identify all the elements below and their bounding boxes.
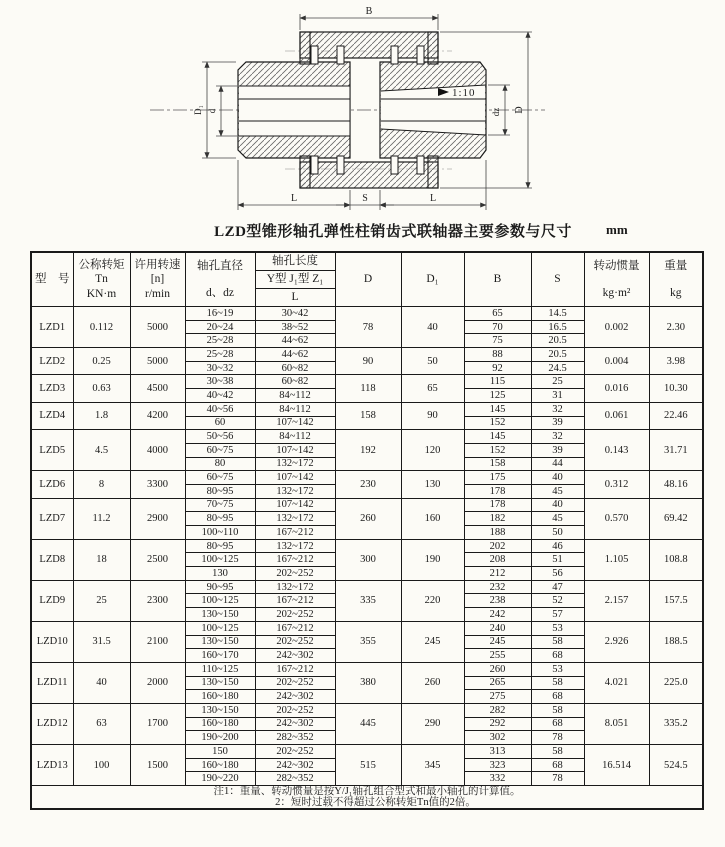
- bore-diameter-cell: 130~150: [185, 703, 255, 717]
- dim-D1-cell: 50: [401, 348, 464, 375]
- model-cell: LZD11: [31, 662, 73, 703]
- model-cell: LZD8: [31, 539, 73, 580]
- table-row: [31, 471, 703, 485]
- dim-D1-cell: 90: [401, 402, 464, 429]
- header-speed: [130, 252, 185, 307]
- dim-S-cell: 50: [531, 526, 584, 540]
- parameters-table: [30, 251, 704, 810]
- dim-S-cell: 24.5: [531, 361, 584, 375]
- bore-length-cell: 202~252: [255, 676, 335, 690]
- bore-length-cell: 132~172: [255, 539, 335, 553]
- dim-D1-cell: 160: [401, 498, 464, 539]
- bore-length-cell: 242~302: [255, 649, 335, 663]
- dim-B-cell: 275: [464, 690, 531, 704]
- dim-S-cell: 58: [531, 635, 584, 649]
- table-body: [31, 307, 703, 810]
- inertia-cell: 0.312: [584, 471, 649, 498]
- header-torque-line2: Tn: [95, 273, 108, 286]
- dim-B-cell: 65: [464, 307, 531, 321]
- weight-cell: 335.2: [649, 703, 703, 744]
- left-hub-bore: [239, 86, 350, 136]
- dim-B-cell: 208: [464, 553, 531, 567]
- bore-length-cell: 132~172: [255, 457, 335, 471]
- dim-D1-cell: 260: [401, 662, 464, 703]
- dim-D1-cell: 220: [401, 580, 464, 621]
- header-D: D: [335, 252, 401, 307]
- dim-B-cell: 260: [464, 662, 531, 676]
- bore-length-cell: 167~212: [255, 553, 335, 567]
- dim-S-cell: 32: [531, 430, 584, 444]
- bore-diameter-cell: 80~95: [185, 539, 255, 553]
- bore-diameter-cell: 30~32: [185, 361, 255, 375]
- bore-diameter-cell: 30~38: [185, 375, 255, 389]
- bore-length-cell: 84~112: [255, 389, 335, 403]
- dim-S-cell: 20.5: [531, 348, 584, 362]
- drawing-area: [0, 2, 725, 216]
- inertia-cell: 0.016: [584, 375, 649, 402]
- dim-D-cell: 78: [335, 307, 401, 348]
- dim-label-D1: D₁: [193, 105, 203, 115]
- dim-label-B: B: [365, 6, 373, 17]
- model-cell: LZD5: [31, 430, 73, 471]
- header-model: 型 号: [31, 252, 73, 307]
- weight-cell: 48.16: [649, 471, 703, 498]
- notes-cell: [31, 786, 703, 810]
- table-row: [31, 539, 703, 553]
- bore-length-cell: 107~142: [255, 471, 335, 485]
- model-cell: LZD13: [31, 745, 73, 786]
- torque-cell: 0.25: [73, 348, 130, 375]
- speed-cell: 3300: [130, 471, 185, 498]
- dim-S-cell: 16.5: [531, 320, 584, 334]
- header-bore-length-title: 轴孔长度: [256, 253, 335, 271]
- speed-cell: 2000: [130, 662, 185, 703]
- bore-length-cell: 132~172: [255, 484, 335, 498]
- dim-B-cell: 125: [464, 389, 531, 403]
- torque-cell: 100: [73, 745, 130, 786]
- dim-S-cell: 47: [531, 580, 584, 594]
- table-row: [31, 745, 703, 759]
- bore-diameter-cell: 150: [185, 745, 255, 759]
- dim-B-cell: 332: [464, 772, 531, 786]
- dim-S-cell: 39: [531, 416, 584, 430]
- weight-cell: 2.30: [649, 307, 703, 348]
- dim-B-cell: 145: [464, 402, 531, 416]
- dim-D-cell: 300: [335, 539, 401, 580]
- speed-cell: 5000: [130, 307, 185, 348]
- inertia-cell: 0.570: [584, 498, 649, 539]
- dim-D-cell: 230: [335, 471, 401, 498]
- bore-length-cell: 242~302: [255, 690, 335, 704]
- dim-B-cell: 313: [464, 745, 531, 759]
- dim-S-cell: 40: [531, 498, 584, 512]
- bore-diameter-cell: 100~125: [185, 594, 255, 608]
- dim-B-cell: 115: [464, 375, 531, 389]
- bore-diameter-cell: 80~95: [185, 512, 255, 526]
- table-row: [31, 430, 703, 444]
- bore-length-cell: 167~212: [255, 621, 335, 635]
- model-cell: LZD2: [31, 348, 73, 375]
- weight-cell: 69.42: [649, 498, 703, 539]
- weight-cell: 524.5: [649, 745, 703, 786]
- bore-diameter-cell: 60~75: [185, 471, 255, 485]
- model-cell: LZD6: [31, 471, 73, 498]
- dim-S-cell: 20.5: [531, 334, 584, 348]
- unit-label: mm: [606, 222, 628, 237]
- bore-length-cell: 167~212: [255, 526, 335, 540]
- header-bore-length: [255, 252, 335, 307]
- note-line-1: 注1：重量、转动惯量是按Y/J₁轴孔组合型式和最小轴孔的计算值。: [213, 786, 521, 798]
- bore-length-cell: 202~252: [255, 567, 335, 581]
- dim-D1-cell: 120: [401, 430, 464, 471]
- dim-S-cell: 14.5: [531, 307, 584, 321]
- bore-diameter-cell: 100~125: [185, 621, 255, 635]
- bore-diameter-cell: 100~110: [185, 526, 255, 540]
- header-B: B: [464, 252, 531, 307]
- bore-diameter-cell: 160~180: [185, 717, 255, 731]
- weight-cell: 10.30: [649, 375, 703, 402]
- model-cell: LZD10: [31, 621, 73, 662]
- dim-B-cell: 255: [464, 649, 531, 663]
- bore-diameter-cell: 50~56: [185, 430, 255, 444]
- dim-B-cell: 282: [464, 703, 531, 717]
- model-cell: LZD1: [31, 307, 73, 348]
- dim-B-cell: 232: [464, 580, 531, 594]
- sleeve-top-left-flange: [300, 32, 310, 64]
- dim-S-cell: 45: [531, 512, 584, 526]
- torque-cell: 8: [73, 471, 130, 498]
- table-row: [31, 348, 703, 362]
- table-row: [31, 498, 703, 512]
- weight-cell: 22.46: [649, 402, 703, 429]
- dim-label-d: d: [207, 108, 217, 114]
- bore-diameter-cell: 130~150: [185, 635, 255, 649]
- dim-B-cell: 302: [464, 731, 531, 745]
- dim-B-cell: 188: [464, 526, 531, 540]
- speed-cell: 2900: [130, 498, 185, 539]
- inertia-cell: 0.004: [584, 348, 649, 375]
- inertia-cell: 2.926: [584, 621, 649, 662]
- torque-cell: 0.112: [73, 307, 130, 348]
- dim-B-cell: 75: [464, 334, 531, 348]
- dim-D1-cell: 290: [401, 703, 464, 744]
- dim-B-cell: 238: [464, 594, 531, 608]
- bore-diameter-cell: 40~56: [185, 402, 255, 416]
- dim-S-cell: 39: [531, 443, 584, 457]
- bore-length-cell: 107~142: [255, 443, 335, 457]
- header-torque-line1: 公称转矩: [78, 258, 125, 271]
- header-speed-line1: 许用转速: [134, 258, 181, 271]
- dim-S-cell: 31: [531, 389, 584, 403]
- dim-D-cell: 260: [335, 498, 401, 539]
- bore-length-cell: 84~112: [255, 430, 335, 444]
- dim-S-cell: 68: [531, 649, 584, 663]
- header-bore-diameter-symbols: d、dz: [205, 286, 235, 299]
- header-inertia-title: 转动惯量: [593, 260, 640, 273]
- bore-length-cell: 60~82: [255, 361, 335, 375]
- dim-D-cell: 380: [335, 662, 401, 703]
- weight-cell: 31.71: [649, 430, 703, 471]
- table-row: [31, 662, 703, 676]
- header-bore-length-types: Y型 J₁型 Z₁: [256, 271, 335, 289]
- dim-B-cell: 152: [464, 416, 531, 430]
- dim-S-cell: 40: [531, 471, 584, 485]
- bore-diameter-cell: 130~150: [185, 608, 255, 622]
- bore-diameter-cell: 190~200: [185, 731, 255, 745]
- bore-diameter-cell: 80~95: [185, 484, 255, 498]
- page-title: LZD型锥形轴孔弹性柱销齿式联轴器主要参数与尺寸: [214, 224, 572, 240]
- bore-length-cell: 167~212: [255, 594, 335, 608]
- bore-length-cell: 282~352: [255, 772, 335, 786]
- inertia-cell: 4.021: [584, 662, 649, 703]
- dim-D1-cell: 245: [401, 621, 464, 662]
- dim-D-cell: 335: [335, 580, 401, 621]
- table-row: [31, 307, 703, 321]
- dim-B-cell: 88: [464, 348, 531, 362]
- weight-cell: 225.0: [649, 662, 703, 703]
- dim-S-cell: 52: [531, 594, 584, 608]
- dim-D-cell: 158: [335, 402, 401, 429]
- torque-cell: 11.2: [73, 498, 130, 539]
- taper-label: 1:10: [452, 87, 476, 99]
- bore-length-cell: 242~302: [255, 758, 335, 772]
- dim-B-cell: 178: [464, 484, 531, 498]
- bore-length-cell: 242~302: [255, 717, 335, 731]
- torque-cell: 63: [73, 703, 130, 744]
- notes-row: [31, 786, 703, 810]
- dim-S-cell: 68: [531, 717, 584, 731]
- torque-cell: 4.5: [73, 430, 130, 471]
- dim-D-cell: 192: [335, 430, 401, 471]
- dim-D1-cell: 345: [401, 745, 464, 786]
- inertia-cell: 16.514: [584, 745, 649, 786]
- sleeve-bottom-right-flange: [428, 156, 438, 188]
- inertia-cell: 8.051: [584, 703, 649, 744]
- bore-diameter-cell: 190~220: [185, 772, 255, 786]
- inertia-cell: 0.061: [584, 402, 649, 429]
- torque-cell: 31.5: [73, 621, 130, 662]
- header-bore-diameter-title: 轴孔直径: [197, 260, 243, 273]
- torque-cell: 25: [73, 580, 130, 621]
- dim-D1-cell: 190: [401, 539, 464, 580]
- bore-diameter-cell: 70~75: [185, 498, 255, 512]
- title-row: [0, 220, 725, 246]
- header-inertia: [584, 252, 649, 307]
- table-row: [31, 580, 703, 594]
- dim-D-cell: 355: [335, 621, 401, 662]
- speed-cell: 4200: [130, 402, 185, 429]
- bore-length-cell: 44~62: [255, 348, 335, 362]
- bore-diameter-cell: 25~28: [185, 334, 255, 348]
- dim-B-cell: 240: [464, 621, 531, 635]
- dim-B-cell: 323: [464, 758, 531, 772]
- bore-length-cell: 44~62: [255, 334, 335, 348]
- weight-cell: 108.8: [649, 539, 703, 580]
- dim-S-cell: 53: [531, 662, 584, 676]
- dim-B-cell: 70: [464, 320, 531, 334]
- dim-label-S: S: [362, 193, 368, 204]
- bore-length-cell: 132~172: [255, 580, 335, 594]
- table-header-row: [31, 252, 703, 307]
- speed-cell: 5000: [130, 348, 185, 375]
- bore-diameter-cell: 160~180: [185, 758, 255, 772]
- table-row: [31, 375, 703, 389]
- torque-cell: 1.8: [73, 402, 130, 429]
- bore-diameter-cell: 25~28: [185, 348, 255, 362]
- header-bore-diameter: [185, 252, 255, 307]
- inertia-cell: 1.105: [584, 539, 649, 580]
- dim-D-cell: 445: [335, 703, 401, 744]
- dim-B-cell: 175: [464, 471, 531, 485]
- table-row: [31, 402, 703, 416]
- model-cell: LZD9: [31, 580, 73, 621]
- dim-label-L-right: L: [429, 193, 437, 204]
- bore-length-cell: 167~212: [255, 662, 335, 676]
- speed-cell: 1700: [130, 703, 185, 744]
- dim-S-cell: 44: [531, 457, 584, 471]
- bore-diameter-cell: 80: [185, 457, 255, 471]
- dim-D-cell: 515: [335, 745, 401, 786]
- header-torque: [73, 252, 130, 307]
- dim-label-D: D: [514, 106, 525, 114]
- weight-cell: 188.5: [649, 621, 703, 662]
- dim-S-cell: 68: [531, 690, 584, 704]
- dim-B-cell: 212: [464, 567, 531, 581]
- dim-B-cell: 265: [464, 676, 531, 690]
- dim-S-cell: 45: [531, 484, 584, 498]
- sleeve-bottom-left-flange: [300, 156, 310, 188]
- model-cell: LZD3: [31, 375, 73, 402]
- dim-S-cell: 58: [531, 745, 584, 759]
- dim-B-cell: 242: [464, 608, 531, 622]
- bore-length-cell: 282~352: [255, 731, 335, 745]
- dim-D1-cell: 130: [401, 471, 464, 498]
- bore-length-cell: 202~252: [255, 703, 335, 717]
- model-cell: LZD4: [31, 402, 73, 429]
- dim-B-cell: 202: [464, 539, 531, 553]
- note-line-2: 2：短时过载不得超过公称转矩Tn值的2倍。: [275, 797, 476, 809]
- dim-S-cell: 78: [531, 731, 584, 745]
- speed-cell: 2100: [130, 621, 185, 662]
- dim-label-dz: dz: [491, 107, 501, 117]
- dim-S-cell: 25: [531, 375, 584, 389]
- dim-B-cell: 245: [464, 635, 531, 649]
- sleeve-top-right-flange: [428, 32, 438, 64]
- inertia-cell: 2.157: [584, 580, 649, 621]
- bore-diameter-cell: 60~75: [185, 443, 255, 457]
- table-row: [31, 703, 703, 717]
- speed-cell: 1500: [130, 745, 185, 786]
- weight-cell: 157.5: [649, 580, 703, 621]
- bore-diameter-cell: 110~125: [185, 662, 255, 676]
- inertia-cell: 0.143: [584, 430, 649, 471]
- torque-cell: 40: [73, 662, 130, 703]
- bore-diameter-cell: 130: [185, 567, 255, 581]
- inertia-cell: 0.002: [584, 307, 649, 348]
- dim-B-cell: 92: [464, 361, 531, 375]
- bore-diameter-cell: 16~19: [185, 307, 255, 321]
- bore-length-cell: 84~112: [255, 402, 335, 416]
- dim-D1-cell: 65: [401, 375, 464, 402]
- dim-S-cell: 68: [531, 758, 584, 772]
- dim-S-cell: 78: [531, 772, 584, 786]
- speed-cell: 4500: [130, 375, 185, 402]
- bore-length-cell: 60~82: [255, 375, 335, 389]
- table-row: [31, 621, 703, 635]
- dim-B-cell: 182: [464, 512, 531, 526]
- header-D1: D₁: [401, 252, 464, 307]
- dim-S-cell: 57: [531, 608, 584, 622]
- header-torque-line3: KN·m: [86, 287, 117, 300]
- speed-cell: 2500: [130, 539, 185, 580]
- torque-cell: 18: [73, 539, 130, 580]
- dim-D1-cell: 40: [401, 307, 464, 348]
- bore-length-cell: 107~142: [255, 416, 335, 430]
- header-weight: [649, 252, 703, 307]
- model-cell: LZD12: [31, 703, 73, 744]
- bore-length-cell: 38~52: [255, 320, 335, 334]
- dim-S-cell: 58: [531, 703, 584, 717]
- header-S: S: [531, 252, 584, 307]
- bore-diameter-cell: 160~170: [185, 649, 255, 663]
- dim-S-cell: 32: [531, 402, 584, 416]
- dim-B-cell: 292: [464, 717, 531, 731]
- dim-S-cell: 51: [531, 553, 584, 567]
- bore-length-cell: 132~172: [255, 512, 335, 526]
- model-cell: LZD7: [31, 498, 73, 539]
- header-inertia-unit: kg·m²: [602, 286, 631, 299]
- bore-diameter-cell: 60: [185, 416, 255, 430]
- bore-diameter-cell: 40~42: [185, 389, 255, 403]
- header-speed-line3: r/min: [145, 287, 170, 300]
- bore-length-cell: 202~252: [255, 635, 335, 649]
- bore-diameter-cell: 90~95: [185, 580, 255, 594]
- coupling-section-drawing: [0, 2, 725, 216]
- header-speed-line2: [n]: [150, 273, 165, 286]
- bore-length-cell: 202~252: [255, 608, 335, 622]
- weight-cell: 3.98: [649, 348, 703, 375]
- header-weight-title: 重量: [664, 260, 688, 273]
- dim-B-cell: 152: [464, 443, 531, 457]
- bore-diameter-cell: 100~125: [185, 553, 255, 567]
- dim-D-cell: 118: [335, 375, 401, 402]
- bore-diameter-cell: 160~180: [185, 690, 255, 704]
- dim-D-cell: 90: [335, 348, 401, 375]
- bore-length-cell: 30~42: [255, 307, 335, 321]
- dim-label-L-left: L: [290, 193, 298, 204]
- bore-diameter-cell: 20~24: [185, 320, 255, 334]
- bore-diameter-cell: 130~150: [185, 676, 255, 690]
- dim-B-cell: 145: [464, 430, 531, 444]
- dim-B-cell: 178: [464, 498, 531, 512]
- bore-length-cell: 202~252: [255, 745, 335, 759]
- dim-S-cell: 56: [531, 567, 584, 581]
- speed-cell: 2300: [130, 580, 185, 621]
- dim-S-cell: 58: [531, 676, 584, 690]
- speed-cell: 4000: [130, 430, 185, 471]
- torque-cell: 0.63: [73, 375, 130, 402]
- bore-length-cell: 107~142: [255, 498, 335, 512]
- dim-S-cell: 46: [531, 539, 584, 553]
- header-bore-length-symbol: L: [291, 291, 299, 304]
- header-weight-unit: kg: [670, 286, 682, 299]
- dim-S-cell: 53: [531, 621, 584, 635]
- dim-B-cell: 158: [464, 457, 531, 471]
